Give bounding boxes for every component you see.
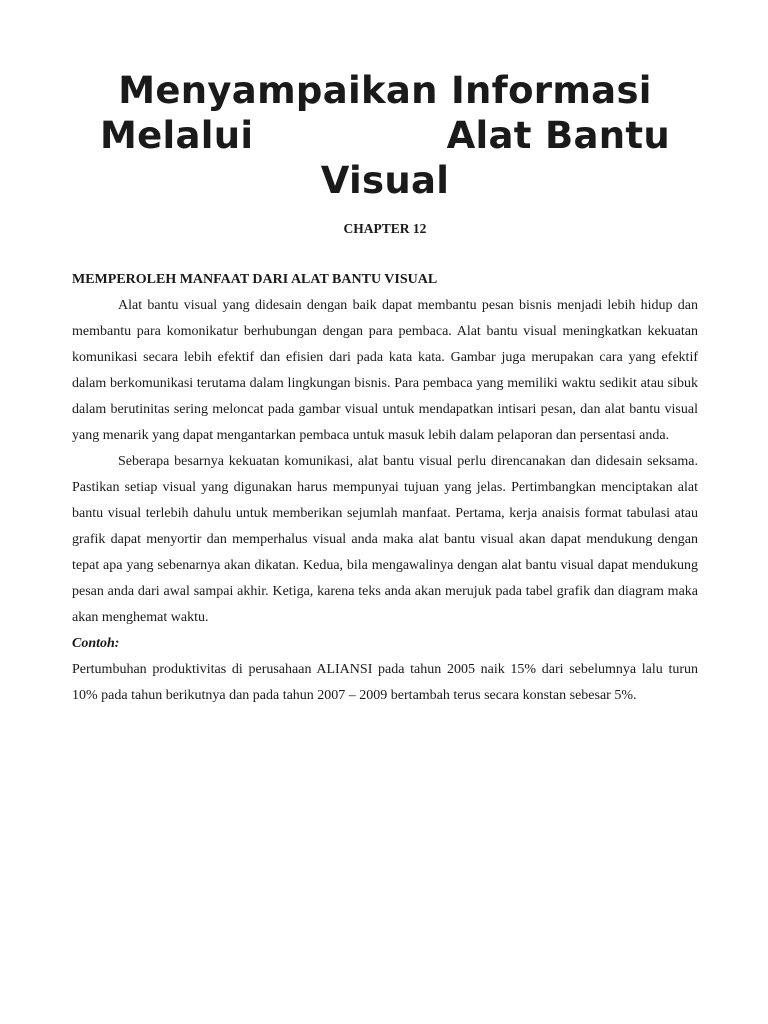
body-paragraph-1: Alat bantu visual yang didesain dengan baik dapat membantu pesan bisnis menjadi lebih hidup dan membantu para komonikatur berhubungan dengan para pembaca. Alat bantu visual meningkatkan kekuatan komunikasi secara lebih efektif dan efisien dari pada kata kata. Gambar juga merupakan cara yang efektif dalam berkomunikasi terutama dalam lingkungan bisnis. Para pembaca yang memiliki waktu sedikit atau sibuk dalam berutinitas sering meloncat pada gambar visual untuk mendapatkan intisari pesan, dan alat bantu visual yang menarik yang dapat mengantarkan pembaca untuk masuk lebih dalam pelaporan dan persentasi anda. <box>72 298 698 443</box>
chapter-label: CHAPTER 12 <box>343 221 427 236</box>
example-label: Contoh: <box>72 636 120 651</box>
document-page <box>72 68 698 709</box>
body-paragraph-2: Seberapa besarnya kekuatan komunikasi, alat bantu visual perlu direncanakan dan didesain seksama. Pastikan setiap visual yang digunakan harus mempunyai tujuan yang jelas. Pertimbangkan menciptakan alat bantu visual terlebih dahulu untuk memberikan sejumlah manfaat. Pertama, kerja anaisis format tabulasi atau grafik dapat menyortir dan memperhalus visual anda maka alat bantu visual akan dapat mendukung dengan tepat apa yang sebenarnya akan dikatan. Kedua, bila mengawalinya dengan alat bantu visual dapat mendukung pesan anda dari awal sampai akhir. Ketiga, karena teks anda akan merujuk pada tabel grafik dan diagram maka akan menghemat waktu. <box>72 454 698 625</box>
example-text: Pertumbuhan produktivitas di perusahaan ALIANSI pada tahun 2005 naik 15% dari sebelumnya lalu turun 10% pada tahun berikutnya dan pada tahun 2007 – 2009 bertambah terus secara konstan sebesar 5%. <box>72 662 698 703</box>
title-line-3: Visual <box>320 159 450 202</box>
title-line-2 <box>72 113 698 158</box>
section-heading: MEMPEROLEH MANFAAT DARI ALAT BANTU VISUAL <box>72 272 438 287</box>
document-title <box>72 68 698 203</box>
title-word-right: Alat Bantu <box>446 114 670 157</box>
title-line-1: Menyampaikan Informasi <box>118 69 652 112</box>
title-word-left: Melalui <box>100 114 254 157</box>
